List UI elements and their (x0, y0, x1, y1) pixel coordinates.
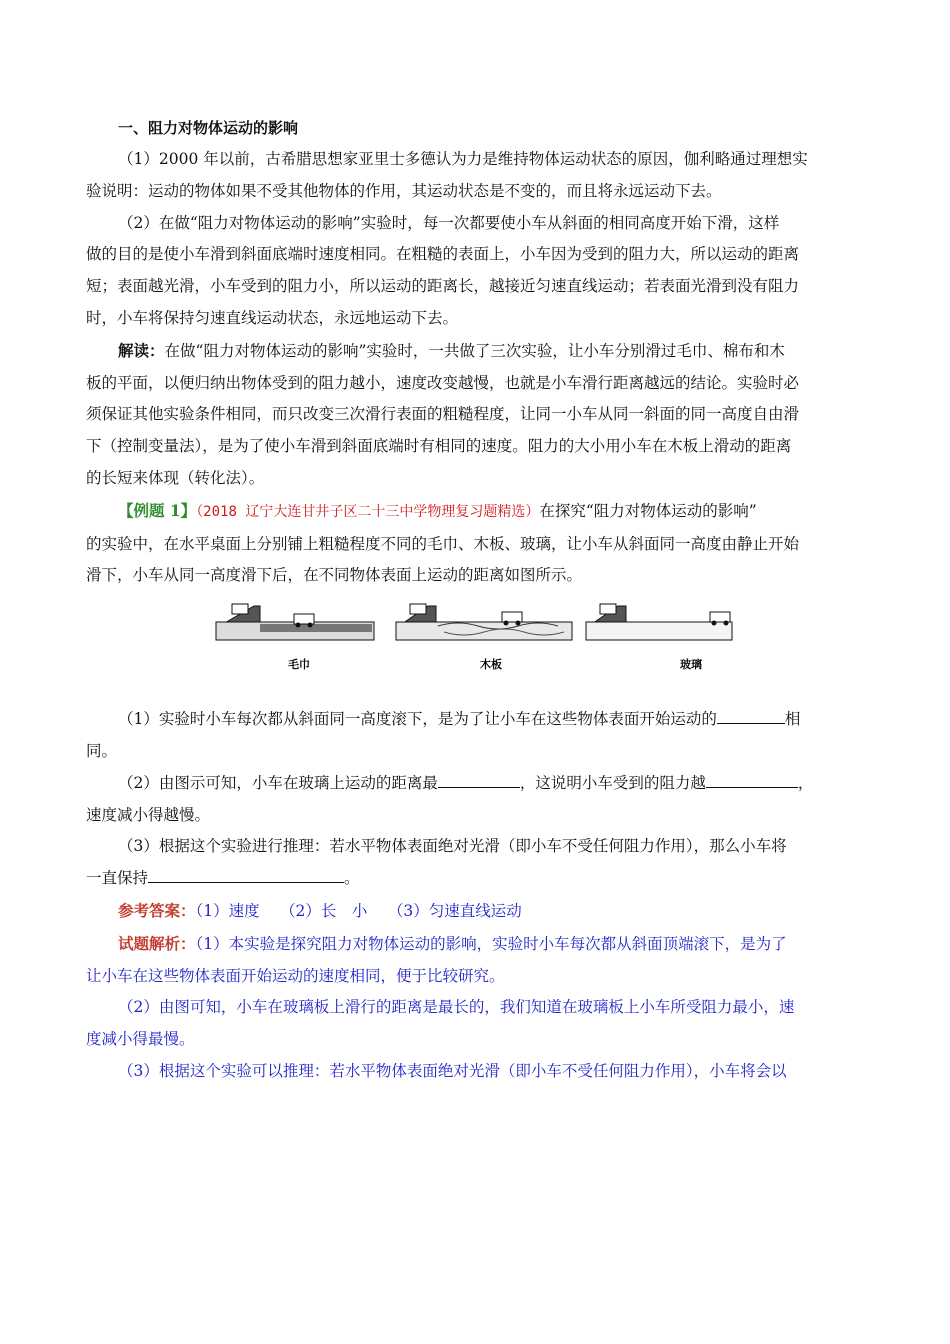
analysis-label: 试题解析： (118, 933, 196, 953)
reading-line3: 须保证其他实验条件相同，而只改变三次滑行表面的粗糙程度，让同一小车从同一斜面的同一高度自由滑 (86, 405, 800, 424)
intro-p1-line2: 验说明：运动的物体如果不受其他物体的作用，其运动状态是不变的，而且将永远运动下去。 (86, 181, 722, 200)
example-line2: 的实验中，在水平桌面上分别铺上粗糙程度不同的毛巾、木板、玻璃，让小车从斜面同一高度由静止开始 (86, 534, 800, 553)
answer-blank-4[interactable] (148, 864, 344, 883)
question1-line1 (86, 704, 864, 736)
question3-text: 一直保持 (86, 869, 149, 888)
document-page (86, 112, 864, 1088)
analysis-line2: 让小车在这些物体表面开始运动的速度相同，便于比较研究。 (86, 966, 505, 985)
question1-line2: 同。 (86, 741, 118, 760)
example-tag: 【例题 1】 (118, 500, 197, 520)
question1-text: （1）实验时小车每次都从斜面同一高度滚下，是为了让小车在这些物体表面开始运动的 (118, 710, 717, 729)
analysis-text: （1）本实验是探究阻力对物体运动的影响，实验时小车每次都从斜面顶端滚下，是为了 (195, 934, 787, 953)
reading-line1 (86, 335, 864, 368)
towel-panel (216, 604, 374, 640)
intro-p2-line3: 短；表面越光滑，小车受到的阻力小，所以运动的距离长，越接近匀速直线运动；若表面光滑到没有阻力 (86, 277, 800, 296)
example-source: （2018 辽宁大连甘井子区二十三中学物理复习题精选） (196, 503, 540, 520)
intro-p1-line1: （1）2000 年以前，古希腊思想家亚里士多德认为力是维持物体运动状态的原因，伽利略通过理想实 (118, 150, 808, 168)
question1-tail: 相 (784, 710, 801, 729)
experiment-figure (86, 596, 864, 704)
board-panel (396, 604, 572, 640)
analysis-line1 (86, 928, 864, 961)
answer-label: 参考答案： (118, 900, 196, 920)
intro-p2-line1: （2）在做“阻力对物体运动的影响”实验时，每一次都要使小车从斜面的相同高度开始下滑，这样 (118, 213, 780, 232)
experiment-illustration (214, 600, 734, 676)
answer-blank-2[interactable] (438, 769, 520, 788)
question3-line2 (86, 863, 864, 895)
answer-line (86, 895, 864, 928)
question2-mid: ，这说明小车受到的阻力越 (519, 773, 706, 792)
question2-tail: ， (797, 773, 814, 792)
question3-line1: （3）根据这个实验进行推理：若水平物体表面绝对光滑（即小车不受任何阻力作用），那么小车将 (118, 837, 787, 856)
glass-panel (586, 604, 732, 640)
question2-line2: 速度减小得越慢。 (86, 805, 211, 824)
question3-tail: 。 (344, 869, 360, 888)
analysis-line4: 度减小得最慢。 (86, 1030, 195, 1049)
question2-text: （2）由图示可知，小车在玻璃上运动的距离最 (118, 773, 438, 792)
intro-p2-line2: 做的目的是使小车滑到斜面底端时速度相同。在粗糙的表面上，小车因为受到的阻力大，所以运动的距离 (86, 245, 800, 264)
question2-line1 (86, 768, 864, 800)
example-line1 (86, 495, 864, 529)
intro-p2-line4: 时，小车将保持匀速直线运动状态，永远地运动下去。 (86, 308, 459, 327)
reading-line5: 的长短来体现（转化法）。 (86, 468, 265, 487)
analysis-line5: （3）根据这个实验可以推理：若水平物体表面绝对光滑（即小车不受任何阻力作用），小车将会以 (118, 1061, 787, 1080)
answer-blank-3[interactable] (706, 769, 798, 788)
answer-text: （1）速度 （2）长 小 （3）匀速直线运动 (195, 901, 522, 920)
section-title: 一、阻力对物体运动的影响 (118, 119, 299, 137)
figure-label-board: 木板 (480, 658, 502, 672)
example-line3: 滑下，小车从同一高度滑下后，在不同物体表面上运动的距离如图所示。 (86, 566, 583, 585)
figure-label-glass: 玻璃 (680, 658, 702, 672)
reading-line2: 板的平面，以便归纳出物体受到的阻力越小，速度改变越慢，也就是小车滑行距离越远的结论。实验时必 (86, 373, 800, 392)
example-text: 在探究“阻力对物体运动的影响” (539, 501, 757, 520)
reading-label: 解读： (118, 340, 165, 360)
reading-text: 在做“阻力对物体运动的影响”实验时，一共做了三次实验，让小车分别滑过毛巾、棉布和木 (164, 341, 785, 360)
reading-line4: 下（控制变量法），是为了使小车滑到斜面底端时有相同的速度。阻力的大小用小车在木板上滑动的距离 (86, 437, 792, 456)
analysis-line3: （2）由图可知，小车在玻璃板上滑行的距离是最长的，我们知道在玻璃板上小车所受阻力最小，速 (118, 998, 795, 1017)
answer-blank-1[interactable] (717, 705, 785, 724)
figure-label-towel: 毛巾 (288, 658, 310, 672)
